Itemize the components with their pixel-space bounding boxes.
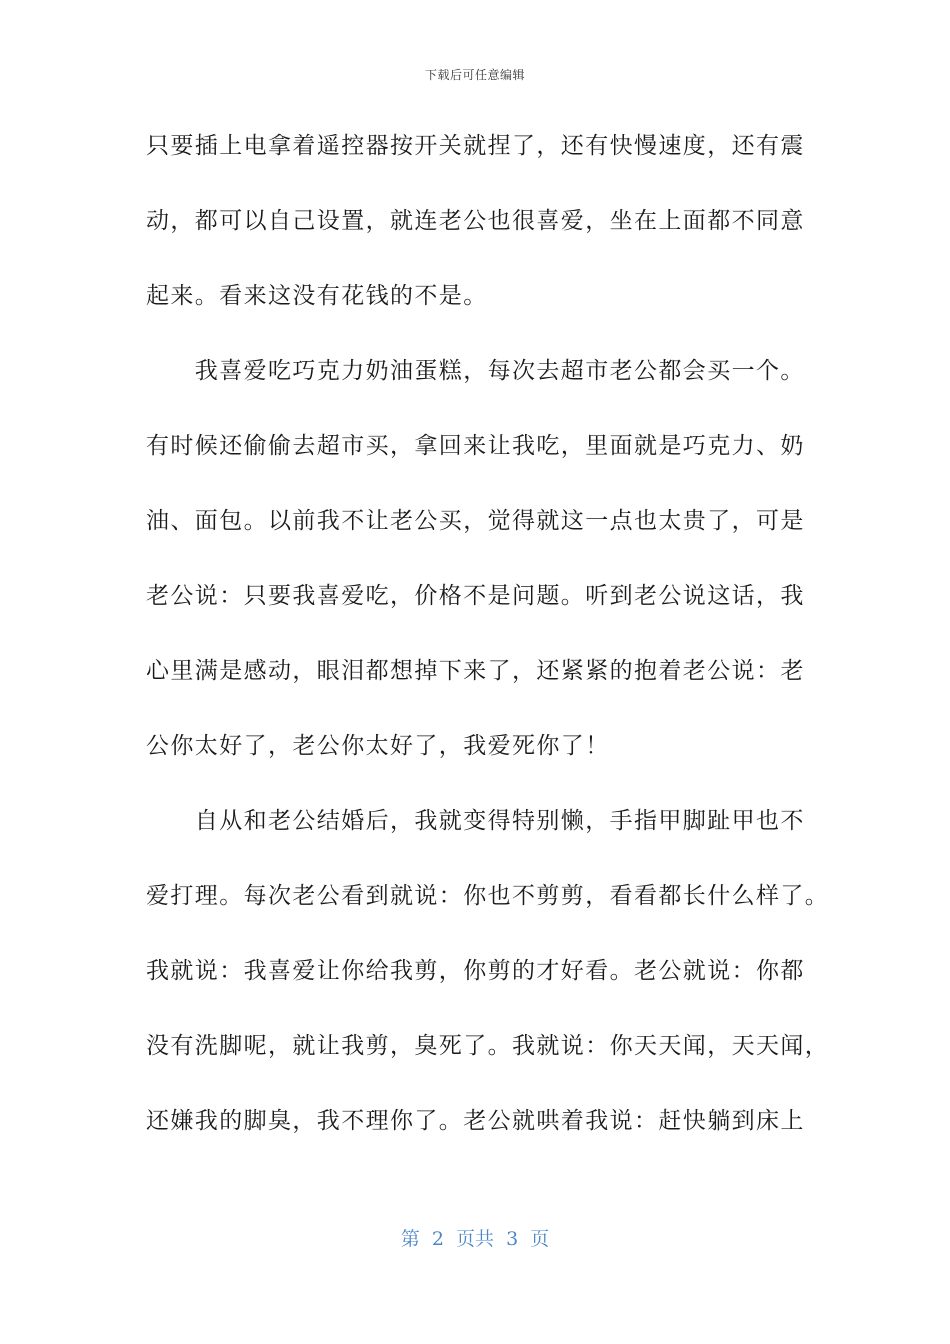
- text-line: 心里满是感动，眼泪都想掉下来了，还紧紧的抱着老公说：老: [146, 658, 805, 684]
- text-line: 起来。看来这没有花钱的不是。: [146, 283, 488, 309]
- page-header-note: 下载后可任意编辑: [424, 68, 525, 82]
- text-line: 老公说：只要我喜爱吃，价格不是问题。听到老公说这话，我: [146, 583, 805, 609]
- text-line: 动，都可以自己设置，就连老公也很喜爱，坐在上面都不同意: [146, 208, 805, 234]
- text-line: 油、面包。以前我不让老公买，觉得就这一点也太贵了，可是: [146, 508, 805, 534]
- text-line: 自从和老公结婚后，我就变得特别懒，手指甲脚趾甲也不: [146, 808, 805, 834]
- text-line: 爱打理。每次老公看到就说：你也不剪剪，看看都长什么样了。: [146, 883, 830, 909]
- text-line: 只要插上电拿着遥控器按开关就捏了，还有快慢速度，还有震: [146, 133, 805, 159]
- text-line: 我喜爱吃巧克力奶油蛋糕，每次去超市老公都会买一个。: [146, 358, 805, 384]
- document-body: [146, 122, 830, 1172]
- text-line: 有时候还偷偷去超市买，拿回来让我吃，里面就是巧克力、奶: [146, 433, 805, 459]
- text-line: 我就说：我喜爱让你给我剪，你剪的才好看。老公就说：你都: [146, 958, 805, 984]
- text-line: 公你太好了，老公你太好了，我爱死你了！: [146, 733, 610, 759]
- text-line: 没有洗脚呢，就让我剪，臭死了。我就说：你天天闻，天天闻，: [146, 1033, 830, 1059]
- page-number-footer: 第 2 页共 3 页: [400, 1228, 550, 1250]
- text-line: 还嫌我的脚臭，我不理你了。老公就哄着我说：赶快躺到床上: [146, 1108, 805, 1134]
